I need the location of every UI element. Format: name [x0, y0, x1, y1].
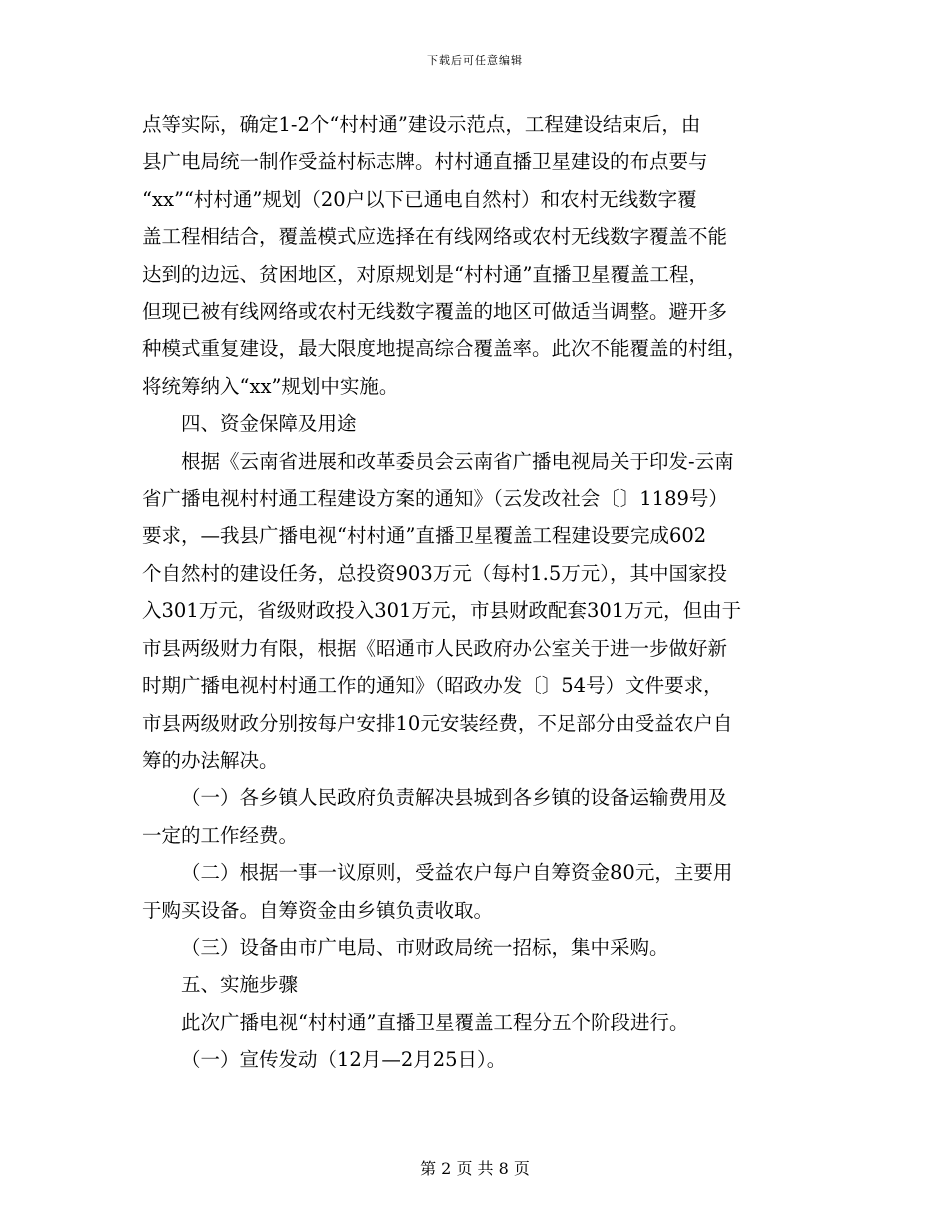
text-line: 要求，—我县广播电视“村村通”直播卫星覆盖工程建设要完成602: [142, 524, 707, 548]
text-line: （二）根据一事一议原则，受益农户每户自筹资金80元，主要用: [181, 861, 733, 885]
text-line: 五、实施步骤: [181, 973, 299, 997]
text-line: 将统筹纳入“xx”规划中实施。: [142, 374, 399, 398]
text-line: （三）设备由市广电局、市财政局统一招标，集中采购。: [181, 935, 669, 959]
text-line: （一）各乡镇人民政府负责解决县城到各乡镇的设备运输费用及: [181, 786, 728, 810]
text-line: 四、资金保障及用途: [181, 412, 357, 436]
text-line: （一）宣传发动（12月—2月25日）。: [181, 1048, 507, 1072]
text-line: 市县两级财政分别按每户安排10元安装经费，不足部分由受益农户自: [142, 711, 733, 735]
text-line: 达到的边远、贫困地区，对原规划是“村村通”直播卫星覆盖工程，: [142, 262, 708, 286]
paragraph: [142, 854, 812, 929]
text-line: 筹的办法解决。: [142, 748, 279, 772]
page-number-footer: 第 2 页 共 8 页: [420, 1159, 530, 1178]
text-line: 县广电局统一制作受益村标志牌。村村通直播卫星建设的布点要与: [142, 150, 708, 174]
paragraph: [142, 405, 812, 442]
text-line: 个自然村的建设任务，总投资903万元（每村1.5万元），其中国家投: [142, 561, 727, 585]
text-line: 点等实际，确定1-2个“村村通”建设示范点，工程建设结束后，由: [142, 113, 701, 136]
text-line: 时期广播电视村村通工作的通知》（昭政办发〔〕54号）文件要求，: [142, 674, 723, 698]
paragraph: [142, 929, 812, 966]
text-line: 于购买设备。自筹资金由乡镇负责收取。: [142, 898, 494, 922]
text-line: 但现已被有线网络或农村无线数字覆盖的地区可做适当调整。避开多: [142, 300, 728, 324]
paragraph: [142, 966, 812, 1003]
text-line: 此次广播电视“村村通”直播卫星覆盖工程分五个阶段进行。: [181, 1010, 689, 1034]
paragraph: [142, 106, 812, 405]
page-header: 下载后可任意编辑: [427, 54, 523, 67]
document-body: [142, 106, 812, 1079]
text-line: 根据《云南省进展和改革委员会云南省广播电视局关于印发-云南: [181, 449, 734, 473]
text-line: 一定的工作经费。: [142, 823, 299, 847]
paragraph: [142, 1004, 812, 1041]
paragraph: [142, 443, 812, 780]
text-line: 省广播电视村村通工程建设方案的通知》（云发改社会〔〕1189号）: [142, 487, 728, 511]
paragraph: [142, 779, 812, 854]
text-line: 盖工程相结合，覆盖模式应选择在有线网络或农村无线数字覆盖不能: [142, 225, 728, 249]
text-line: 入301万元，省级财政投入301万元，市县财政配套301万元，但由于: [142, 599, 742, 623]
text-line: “xx”“村村通”规划（20户以下已通电自然村）和农村无线数字覆: [142, 187, 697, 211]
paragraph: [142, 1041, 812, 1078]
text-line: 种模式重复建设，最大限度地提高综合覆盖率。此次不能覆盖的村组，: [142, 337, 747, 361]
text-line: 市县两级财力有限，根据《昭通市人民政府办公室关于进一步做好新: [142, 636, 728, 660]
